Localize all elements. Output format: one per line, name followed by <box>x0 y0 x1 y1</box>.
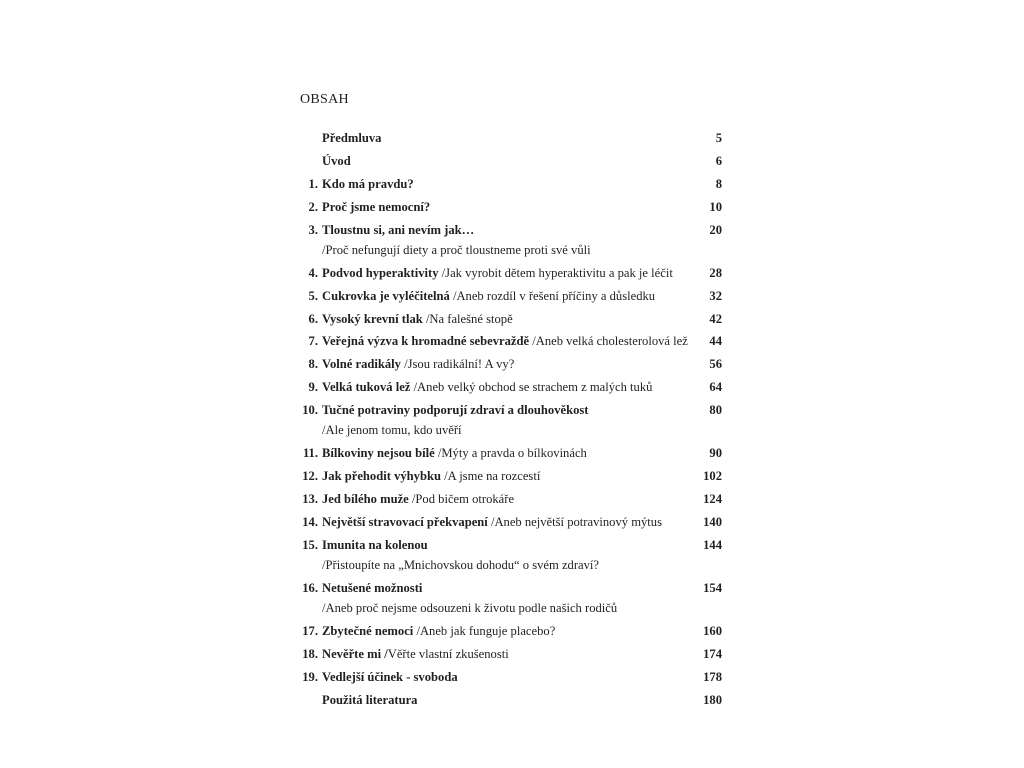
toc-entry-line <box>300 489 722 509</box>
toc-entry <box>300 443 722 463</box>
toc-entry-line <box>300 377 722 397</box>
page-number: 8 <box>715 176 722 191</box>
chapter-title <box>322 331 688 351</box>
chapter-subtitle: /Aneb velký obchod se strachem z malých tuků <box>413 380 653 395</box>
chapter-subtitle: /A jsme na rozcestí <box>444 469 541 484</box>
chapter-title <box>322 621 555 641</box>
chapter-title <box>322 151 351 171</box>
chapter-subtitle: /Mýty a pravda o bílkovinách <box>437 446 587 461</box>
toc-entry-second-line <box>300 598 722 618</box>
chapter-title <box>322 489 514 509</box>
page-number: 144 <box>703 537 722 552</box>
page-number: 56 <box>709 357 722 372</box>
page-number: 80 <box>709 403 722 418</box>
chapter-subtitle: /Na falešné stopě <box>425 311 513 326</box>
page-number: 44 <box>709 334 722 349</box>
chapter-title-text: Imunita na kolenou <box>322 537 428 552</box>
toc-entry <box>300 151 722 171</box>
toc-entry-second-line <box>300 240 722 260</box>
chapter-number: 2. <box>308 199 318 214</box>
chapter-number: 5. <box>308 288 318 303</box>
chapter-title-text: Předmluva <box>322 131 382 145</box>
chapter-number: 19. <box>302 670 318 684</box>
chapter-number: 15. <box>302 537 318 552</box>
chapter-title <box>322 400 589 420</box>
toc-entry <box>300 331 722 351</box>
toc-entry-line <box>300 578 722 598</box>
chapter-subtitle: Věřte vlastní zkušenosti <box>387 647 509 662</box>
toc-entry-line <box>300 667 722 687</box>
chapter-number: 17. <box>302 624 318 639</box>
toc-entry <box>300 220 722 261</box>
toc-entry-line <box>300 220 722 240</box>
chapter-subtitle-line: /Přistoupíte na „Mnichovskou dohodu“ o svém zdraví? <box>322 558 600 573</box>
chapter-title <box>322 578 422 598</box>
toc-entry-second-line <box>300 555 722 575</box>
chapter-number: 1. <box>308 176 318 191</box>
toc-entry-line <box>300 512 722 532</box>
chapter-title-text: Volné radikály <box>322 357 401 372</box>
chapter-title <box>322 220 474 240</box>
toc-entry <box>300 621 722 641</box>
toc-entry-line <box>300 174 722 194</box>
chapter-title <box>322 667 458 687</box>
chapter-title <box>322 466 540 486</box>
chapter-title-text: Velká tuková lež <box>322 380 411 395</box>
chapter-title <box>322 286 655 306</box>
table-of-contents <box>300 128 722 713</box>
toc-entry <box>300 377 722 397</box>
toc-entry-line <box>300 621 722 641</box>
toc-entry <box>300 286 722 306</box>
chapter-number: 3. <box>308 222 318 237</box>
toc-entry-line <box>300 331 722 351</box>
chapter-number: 10. <box>302 403 318 418</box>
page-number: 5 <box>715 131 722 145</box>
chapter-title <box>322 690 417 710</box>
chapter-title-text: Jak přehodit výhybku <box>322 469 441 484</box>
toc-entry-line <box>300 151 722 171</box>
chapter-title <box>322 128 381 148</box>
page-number: 154 <box>703 581 722 596</box>
chapter-title-text: Kdo má pravdu? <box>322 176 414 191</box>
page-number: 180 <box>703 692 722 707</box>
chapter-number: 6. <box>308 311 318 326</box>
toc-entry-line <box>300 466 722 486</box>
chapter-title-text: Jed bílého muže <box>322 492 409 507</box>
chapter-title-text: Veřejná výzva k hromadné sebevraždě <box>322 334 530 349</box>
toc-heading: OBSAH <box>300 92 349 107</box>
toc-entry-line <box>300 263 722 283</box>
chapter-title <box>322 512 662 532</box>
chapter-title <box>322 354 514 374</box>
chapter-number: 9. <box>308 380 318 395</box>
page-number: 64 <box>709 380 722 395</box>
chapter-number: 18. <box>302 647 318 662</box>
chapter-subtitle: /Aneb rozdíl v řešení příčiny a důsledku <box>452 288 656 303</box>
chapter-number: 4. <box>308 265 318 280</box>
page-number: 178 <box>703 670 722 684</box>
page-number: 20 <box>709 222 722 237</box>
toc-entry-line <box>300 286 722 306</box>
page-number: 28 <box>709 265 722 280</box>
toc-entry <box>300 354 722 374</box>
toc-entry <box>300 489 722 509</box>
toc-entry <box>300 512 722 532</box>
page-number: 160 <box>703 624 722 639</box>
chapter-title-text: Použitá literatura <box>322 692 418 707</box>
page-number: 174 <box>703 647 722 662</box>
chapter-title <box>322 644 509 664</box>
toc-entry <box>300 128 722 148</box>
page-number: 124 <box>703 492 722 507</box>
toc-entry <box>300 400 722 441</box>
toc-entry-line <box>300 400 722 420</box>
toc-entry <box>300 667 722 687</box>
chapter-number: 8. <box>308 357 318 372</box>
chapter-title-text: Zbytečné nemoci <box>322 624 414 639</box>
chapter-subtitle: /Jsou radikální! A vy? <box>404 357 515 372</box>
chapter-subtitle: /Pod bičem otrokáře <box>411 492 515 507</box>
chapter-number: 16. <box>302 581 318 596</box>
toc-entry <box>300 466 722 486</box>
chapter-title-text: Bílkoviny nejsou bílé <box>322 446 435 461</box>
chapter-title <box>322 535 428 555</box>
chapter-subtitle: /Aneb největší potravinový mýtus <box>490 514 662 529</box>
chapter-title <box>322 263 673 283</box>
page-number: 10 <box>709 199 722 214</box>
chapter-subtitle: /Jak vyrobit dětem hyperaktivitu a pak je léčit <box>441 265 673 280</box>
toc-entry <box>300 309 722 329</box>
toc-entry <box>300 197 722 217</box>
chapter-subtitle-line: /Aneb proč nejsme odsouzeni k životu podle našich rodičů <box>322 601 618 616</box>
chapter-title <box>322 443 587 463</box>
toc-entry-line <box>300 197 722 217</box>
page-number: 90 <box>709 446 722 461</box>
page-number: 32 <box>709 288 722 303</box>
toc-entry <box>300 690 722 710</box>
chapter-title <box>322 197 430 217</box>
toc-entry <box>300 174 722 194</box>
chapter-number: 11. <box>302 446 318 461</box>
chapter-subtitle: /Aneb velká cholesterolová lež <box>532 334 688 349</box>
chapter-title-text: Netušené možnosti <box>322 581 423 596</box>
page-number: 102 <box>703 469 722 484</box>
toc-entry-line <box>300 535 722 555</box>
chapter-subtitle-line: /Ale jenom tomu, kdo uvěří <box>322 423 462 438</box>
chapter-number: 14. <box>302 514 318 529</box>
toc-entry-line <box>300 309 722 329</box>
page-number: 42 <box>709 311 722 326</box>
chapter-title-text: Nevěřte mi / <box>322 647 388 662</box>
toc-entry <box>300 535 722 576</box>
toc-entry-line <box>300 128 722 148</box>
chapter-title-text: Tloustnu si, ani nevím jak… <box>322 222 475 237</box>
chapter-title-text: Vedlejší účinek - svoboda <box>322 670 458 684</box>
chapter-subtitle: /Aneb jak funguje placebo? <box>416 624 556 639</box>
toc-entry-line <box>300 644 722 664</box>
chapter-title-text: Proč jsme nemocní? <box>322 199 431 214</box>
toc-entry <box>300 263 722 283</box>
chapter-title <box>322 309 513 329</box>
chapter-number: 13. <box>302 492 318 507</box>
chapter-title-text: Tučné potraviny podporují zdraví a dlouhověkost <box>322 403 589 418</box>
toc-entry-line <box>300 443 722 463</box>
toc-entry-line <box>300 690 722 710</box>
chapter-number: 7. <box>308 334 318 349</box>
toc-entry-second-line <box>300 420 722 440</box>
chapter-subtitle-line: /Proč nefungují diety a proč tloustneme proti své vůli <box>322 242 591 257</box>
chapter-title-text: Největší stravovací překvapení <box>322 514 488 529</box>
toc-entry <box>300 644 722 664</box>
page-number: 140 <box>703 514 722 529</box>
chapter-title-text: Úvod <box>322 153 351 168</box>
chapter-title-text: Podvod hyperaktivity <box>322 265 439 280</box>
toc-entry-line <box>300 354 722 374</box>
page-number: 6 <box>715 153 722 168</box>
chapter-title-text: Cukrovka je vyléčitelná <box>322 288 450 303</box>
chapter-title-text: Vysoký krevní tlak <box>322 311 423 326</box>
toc-entry <box>300 578 722 619</box>
chapter-title <box>322 174 414 194</box>
chapter-title <box>322 377 652 397</box>
chapter-number: 12. <box>302 469 318 484</box>
